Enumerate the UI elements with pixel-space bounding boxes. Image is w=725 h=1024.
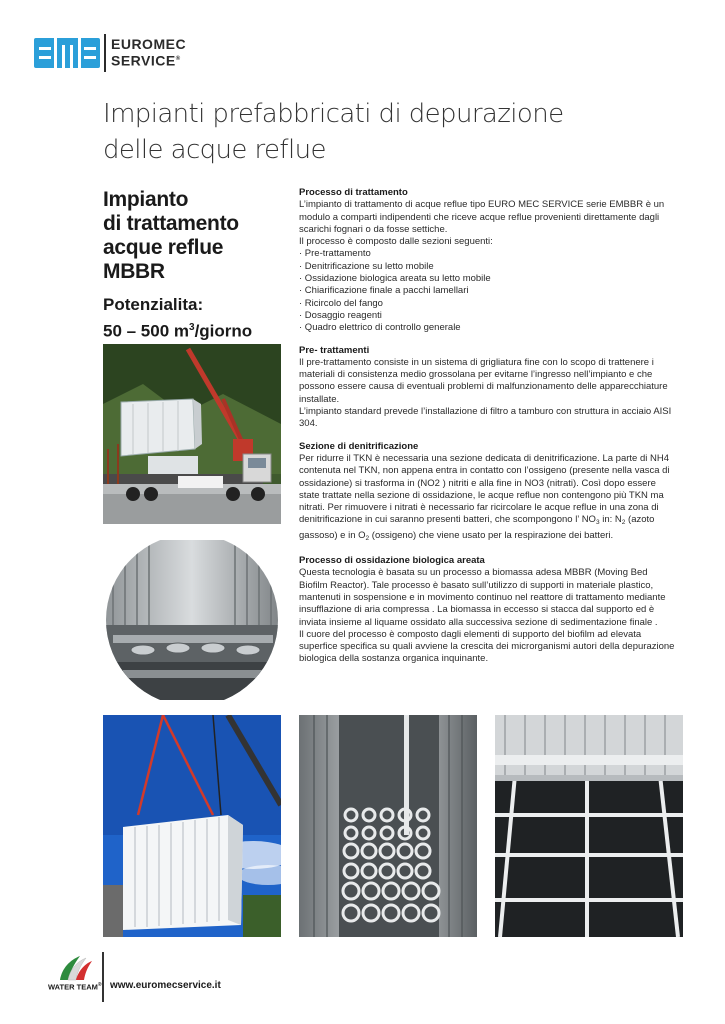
list-item: · Ossidazione biologica areata su letto mobile xyxy=(299,273,491,285)
subscript: 3 xyxy=(595,519,600,527)
product-title-line2: di trattamento xyxy=(103,212,239,235)
section-paragraph: L’impianto di trattamento di acque reflue tipo EURO MEC SERVICE serie EMBBR è un modulo a comparti indipendenti che riceve acque reflue provenienti direttamente dagli scarichi fognari o da fosse settiche. xyxy=(299,199,665,235)
page-title xyxy=(103,96,663,168)
paragraph-text: Per ridurre il TKN è necessaria una sezione dedicata di denitrificazione. La parte di NH4 contenuta nel TKN, non appena entra in contatto con l’ossigeno (presente nella vasca di ossidazione) si trasforma in (NO2 ) nitriti e alla fine in NO3 (nitrati). Così dopo essere state trattate nella sezione di ossidazione, le acque reflue non contengono più TKN ma nitrati. Per rimuovere i nitrati è necessario far ricircolare le acque reflue in una zona di denitrificazione in cui saranno presenti batteri, che scompongono l’ NO xyxy=(299,452,670,526)
capacity-unit-sup: 3 xyxy=(189,322,195,333)
section-paragraph: Il processo è composto dalle sezioni seguenti: xyxy=(299,236,493,248)
subscript: 2 xyxy=(365,534,370,542)
section-heading: Processo di ossidazione biologica areata xyxy=(299,555,485,567)
subscript: 2 xyxy=(621,519,626,527)
list-item: · Denitrificazione su letto mobile xyxy=(299,260,434,272)
section-processo xyxy=(299,187,677,335)
crane-lift-photo xyxy=(103,715,281,937)
company-name-line1: EUROMEC xyxy=(111,36,187,52)
section-paragraph xyxy=(299,453,677,545)
section-paragraph: Il cuore del processo è composto dagli elementi di supporto del biofilm ad elevata superfice specifica su quali avviene la crescita dei microrganismi autori della depurazione biologica della sostanza organica inquinante. xyxy=(299,628,675,665)
product-title-line4: MBBR xyxy=(103,260,165,283)
water-team-logo xyxy=(48,950,104,1002)
section-heading: Pre- trattamenti xyxy=(299,344,370,356)
company-logo xyxy=(34,34,194,74)
section-heading: Processo di trattamento xyxy=(299,187,408,198)
list-item: · Ricircolo del fango xyxy=(299,297,383,309)
section-paragraph: L’impianto standard prevede l’installazione di filtro a tamburo con struttura in acciaio AISI 304. xyxy=(299,406,672,430)
website-link[interactable]: www.euromecservice.it xyxy=(110,980,221,991)
product-title xyxy=(103,188,283,284)
registered-mark: ® xyxy=(175,56,181,62)
company-name xyxy=(111,37,186,69)
capacity-line1: Potenzialita: xyxy=(103,295,204,314)
list-item: · Dosaggio reagenti xyxy=(299,309,382,321)
product-title-line1: Impianto xyxy=(103,188,189,211)
water-team-wordmark xyxy=(48,982,102,992)
tank-interior-photo xyxy=(103,540,281,700)
capacity-unit: /giorno xyxy=(194,321,253,341)
section-ossidazione xyxy=(299,555,677,666)
capacity-value: 50 – 500 m xyxy=(103,321,190,341)
list-item: · Chiarificazione finale a pacchi lamellari xyxy=(299,285,469,297)
logo-divider xyxy=(104,34,106,72)
section-paragraph: Il pre-trattamento consiste in un sistema di grigliatura fine con lo scopo di trattenere i materiali di consistenza medio grossolana per evitarne l’ingresso nell’impianto e che possono essere causa di eventuali problemi di malfunzionamento delle apparecchiature installate. xyxy=(299,356,668,405)
section-denitrificazione xyxy=(299,441,677,545)
water-team-label: WATER TEAM xyxy=(48,982,98,992)
list-item: · Quadro elettrico di controllo generale xyxy=(299,322,461,334)
capacity-heading xyxy=(103,293,283,343)
truck-photo xyxy=(103,344,281,524)
ems-logo-mark xyxy=(34,36,100,70)
list-item: · Pre-trattamento xyxy=(299,248,371,260)
paragraph-text: (azoto gassoso) e in O xyxy=(299,514,655,541)
water-team-reg: ® xyxy=(97,982,102,988)
lamella-clarifier-photo xyxy=(495,715,683,937)
page-title-line2: delle acque reflue xyxy=(103,135,326,165)
carrier-media-photo xyxy=(299,715,477,937)
capacity-line2 xyxy=(103,316,283,343)
section-paragraph: Questa tecnologia è basata su un processo a biomassa adesa MBBR (Moving Bed Biofilm Reactor). Tale processo è basato sull’utilizzo di supporti in materiale plastico, mantenuti in sospensione e in movimento continuo nel reattore di trattamento mediante insufflazione di aria compressa . La biomassa in eccesso si stacca dal supporto ed è inviata insieme al liquame ossidato alla successiva sezione di sedimentazione finale . xyxy=(299,567,666,628)
paragraph-text: (ossigeno) che viene usato per la respirazione dei batteri. xyxy=(369,529,614,541)
product-title-line3: acque reflue xyxy=(103,236,224,259)
company-name-line2: SERVICE xyxy=(111,52,176,69)
section-heading: Sezione di denitrificazione xyxy=(299,440,419,452)
description-column xyxy=(299,187,677,676)
footer-divider xyxy=(102,952,104,1002)
paragraph-text: in: N xyxy=(599,514,622,526)
page-title-line1: Impianti prefabbricati di depurazione xyxy=(103,99,564,129)
section-pretrattamenti xyxy=(299,345,677,431)
